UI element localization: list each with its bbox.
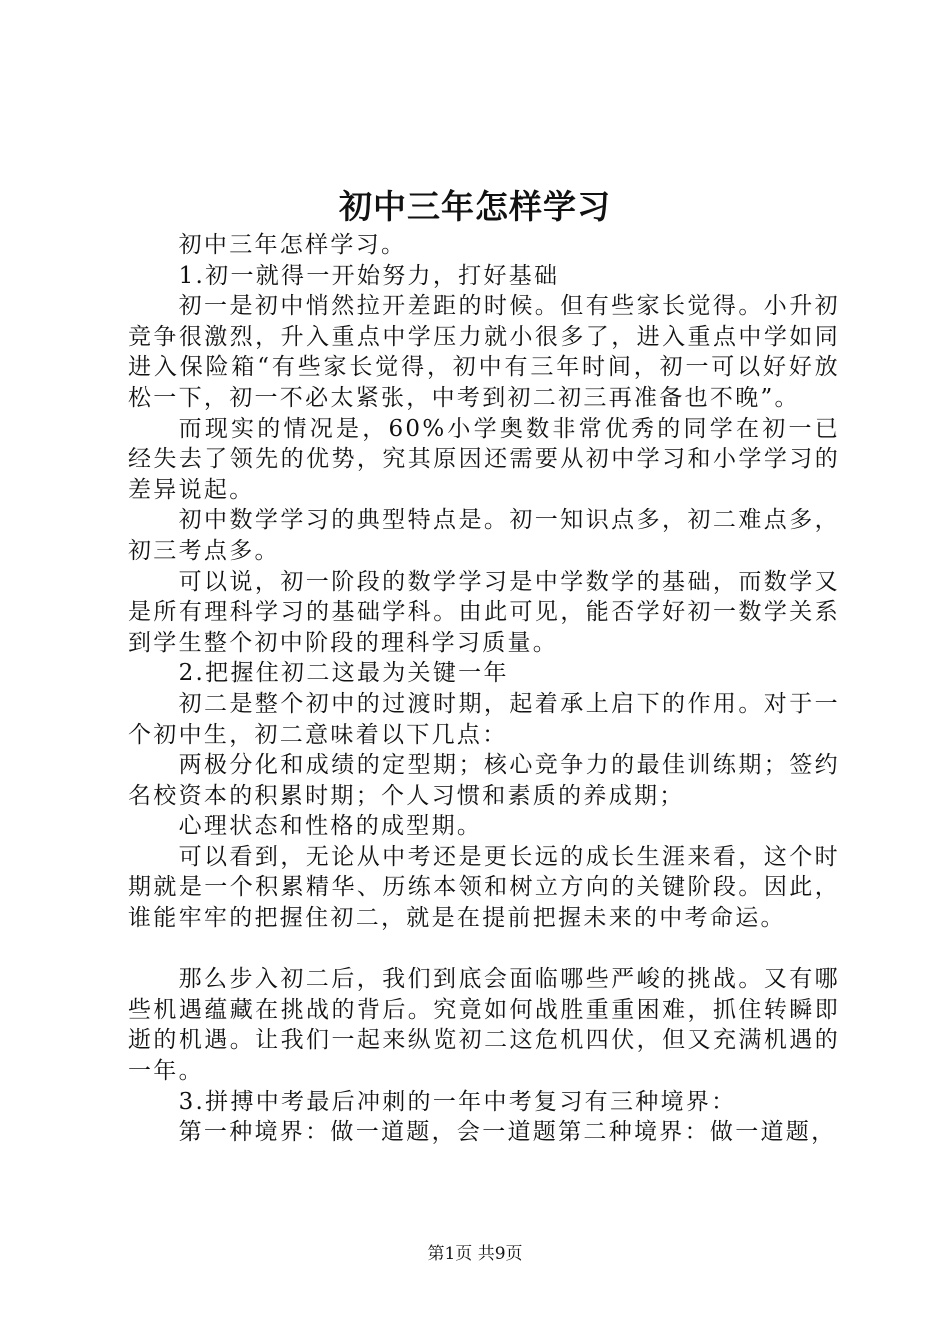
paragraph-intro: 初中三年怎样学习。 xyxy=(178,232,407,258)
paragraph: 初一是初中悄然拉开差距的时候。但有些家长觉得。小升初竞争很激烈，升入重点中学压力就小很多了，进入重点中学如同进入保险箱“有些家长觉得，初中有三年时间，初一可以好好放松一下，初一不必太紧张，中考到初二初三再准备也不晚”。 xyxy=(128,293,840,411)
section-heading-1: 1.初一就得一开始努力，打好基础 xyxy=(178,262,560,289)
body-text xyxy=(128,230,840,1148)
paragraph: 可以说，初一阶段的数学学习是中学数学的基础，而数学又是所有理科学习的基础学科。由此可见，能否学好初一数学关系到学生整个初中阶段的理科学习质量。 xyxy=(128,568,840,656)
section-heading-3: 3.拼搏中考最后冲刺的一年中考复习有三种境界： xyxy=(178,1088,737,1115)
paragraph: 可以看到，无论从中考还是更长远的成长生涯来看，这个时期就是一个积累精华、历练本领和树立方向的关键阶段。因此，谁能牢牢的把握住初二，就是在提前把握未来的中考命运。 xyxy=(128,843,840,932)
page-footer: 第1页 共9页 xyxy=(427,1244,523,1264)
section-heading-2: 2.把握住初二这最为关键一年 xyxy=(178,660,509,687)
paragraph: 初中数学学习的典型特点是。初一知识点多，初二难点多，初三考点多。 xyxy=(128,507,840,564)
paragraph: 心理状态和性格的成型期。 xyxy=(178,813,483,840)
paragraph: 那么步入初二后，我们到底会面临哪些严峻的挑战。又有哪些机遇蕴藏在挑战的背后。究竟如何战胜重重困难，抓住转瞬即逝的机遇。让我们一起来纵览初二这危机四伏，但又充满机遇的一年。 xyxy=(128,966,840,1085)
paragraph: 初二是整个初中的过渡时期，起着承上启下的作用。对于一个初中生，初二意味着以下几点： xyxy=(128,690,840,748)
paragraph: 两极分化和成绩的定型期；核心竞争力的最佳训练期；签约名校资本的积累时期；个人习惯和素质的养成期； xyxy=(128,752,840,809)
paragraph: 第一种境界：做一道题，会一道题第二种境界：做一道题， xyxy=(178,1119,837,1146)
paragraph: 而现实的情况是，60%小学奥数非常优秀的同学在初一已经失去了领先的优势，究其原因还需要从初中学习和小学学习的差异说起。 xyxy=(128,415,840,503)
page-title: 初中三年怎样学习 xyxy=(339,187,611,226)
